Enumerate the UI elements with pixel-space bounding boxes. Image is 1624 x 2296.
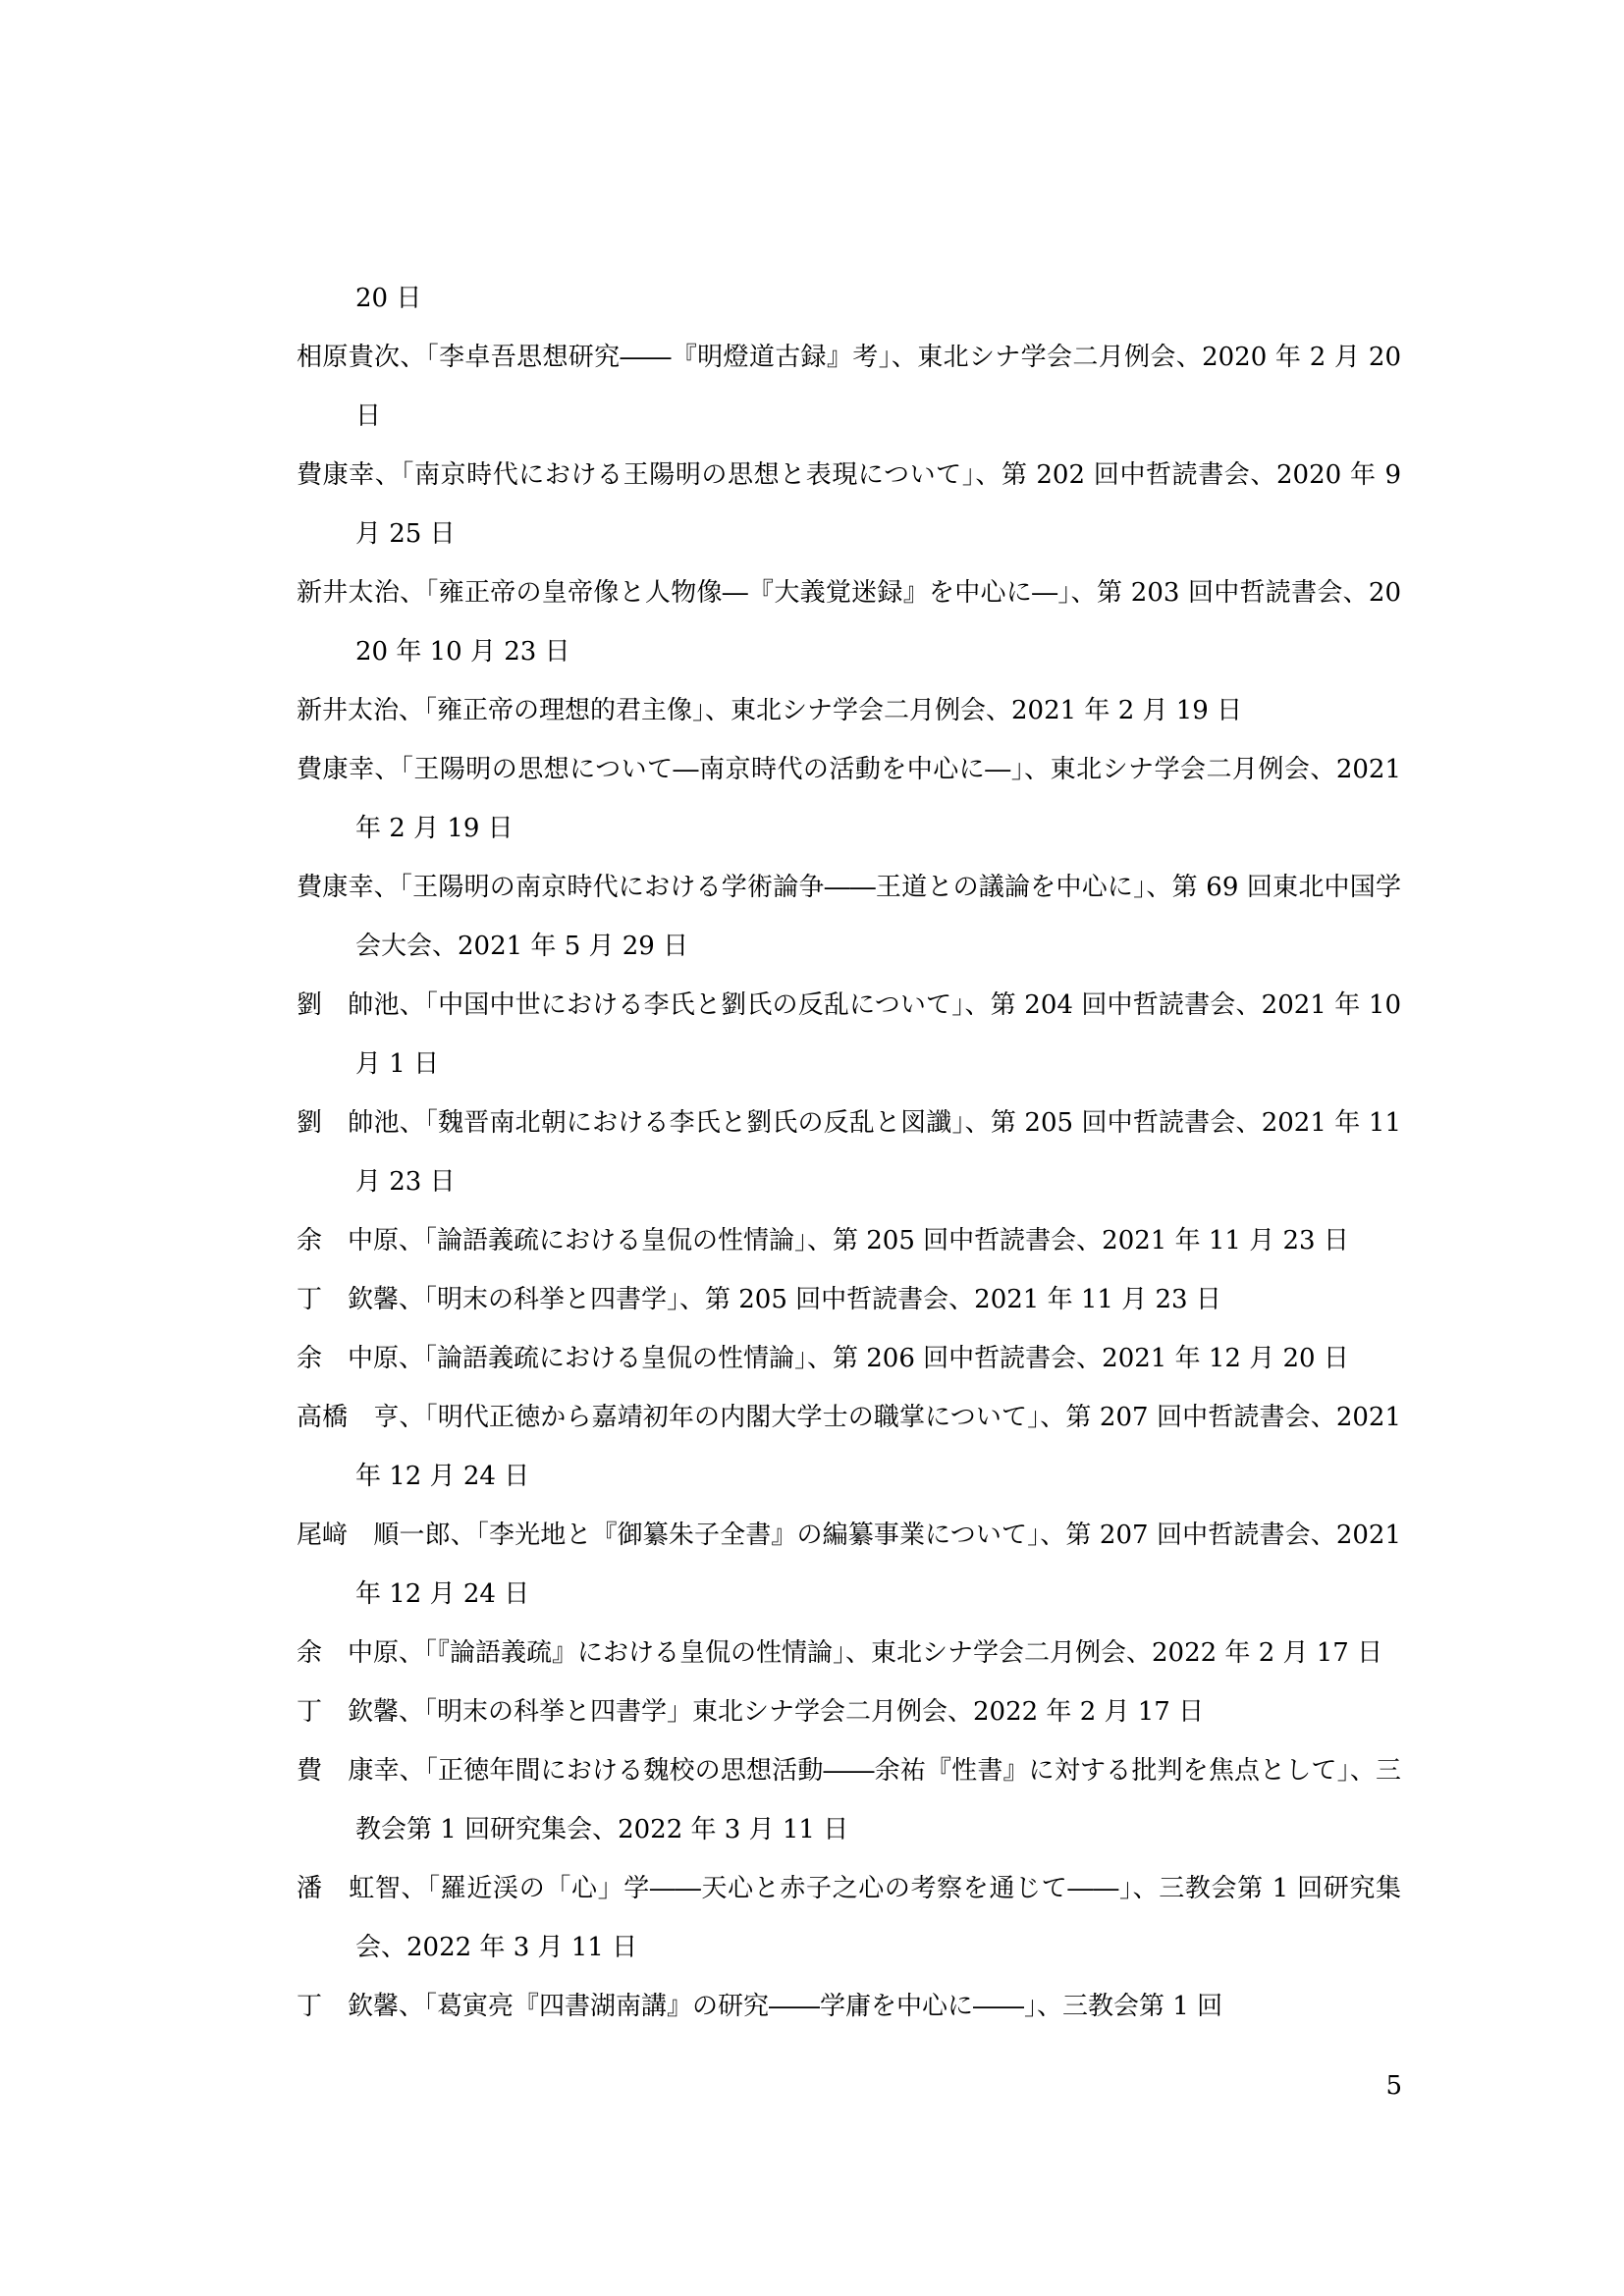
list-item: 劉 帥池、「中国中世における李氏と劉氏の反乱について」、第 204 回中哲読書会、2021 年 10 月 1 日 — [297, 990, 1401, 1079]
list-item: 丁 欽馨、「明末の科挙と四書学」東北シナ学会二月例会、2022 年 2 月 17 日 — [297, 1697, 1205, 1727]
list-item: 費康幸、「南京時代における王陽明の思想と表現について」、第 202 回中哲読書会、2020 年 9 月 25 日 — [297, 460, 1401, 549]
presentation-list — [297, 269, 1401, 2036]
list-item: 新井太治、「雍正帝の理想的君主像」、東北シナ学会二月例会、2021 年 2 月 19 日 — [297, 696, 1243, 725]
list-item: 尾﨑 順一郎、「李光地と『御纂朱子全書』の編纂事業について」、第 207 回中哲読書会、2021 年 12 月 24 日 — [297, 1521, 1401, 1609]
list-item: 費 康幸、「正徳年間における魏校の思想活動――余祐『性書』に対する批判を焦点として」、三教会第 1 回研究集会、2022 年 3 月 11 日 — [297, 1756, 1401, 1844]
list-item: 丁 欽馨、「葛寅亮『四書湖南講』の研究――学庸を中心に――」、三教会第 1 回 — [297, 1992, 1223, 2021]
list-item: 20 日 — [355, 284, 422, 313]
list-item: 余 中原、「『論語義疏』における皇侃の性情論」、東北シナ学会二月例会、2022 年 2 月 17 日 — [297, 1638, 1383, 1668]
list-item: 潘 虹智、「羅近渓の「心」学――天心と赤子之心の考察を通じて――」、三教会第 1 回研究集会、2022 年 3 月 11 日 — [297, 1874, 1401, 1962]
list-item: 高橋 亨、「明代正徳から嘉靖初年の内閣大学士の職掌について」、第 207 回中哲読書会、2021 年 12 月 24 日 — [297, 1403, 1401, 1491]
list-item: 余 中原、「論語義疏における皇侃の性情論」、第 206 回中哲読書会、2021 年 12 月 20 日 — [297, 1344, 1349, 1373]
list-item: 相原貴次、「李卓吾思想研究――『明燈道古録』考」、東北シナ学会二月例会、2020 年 2 月 20 日 — [297, 343, 1401, 431]
list-item: 余 中原、「論語義疏における皇侃の性情論」、第 205 回中哲読書会、2021 年 11 月 23 日 — [297, 1226, 1349, 1255]
list-item: 新井太治、「雍正帝の皇帝像と人物像―『大義覚迷録』を中心に―」、第 203 回中哲読書会、2020 年 10 月 23 日 — [297, 578, 1401, 667]
list-item: 費康幸、「王陽明の思想について―南京時代の活動を中心に―」、東北シナ学会二月例会、2021 年 2 月 19 日 — [297, 755, 1401, 843]
list-item: 費康幸、「王陽明の南京時代における学術論争――王道との議論を中心に」、第 69 回東北中国学会大会、2021 年 5 月 29 日 — [297, 873, 1401, 961]
list-item: 丁 欽馨、「明末の科挙と四書学」、第 205 回中哲読書会、2021 年 11 月 23 日 — [297, 1285, 1221, 1314]
page-number: 5 — [1385, 2071, 1402, 2101]
list-item: 劉 帥池、「魏晋南北朝における李氏と劉氏の反乱と図讖」、第 205 回中哲読書会、2021 年 11 月 23 日 — [297, 1108, 1401, 1197]
